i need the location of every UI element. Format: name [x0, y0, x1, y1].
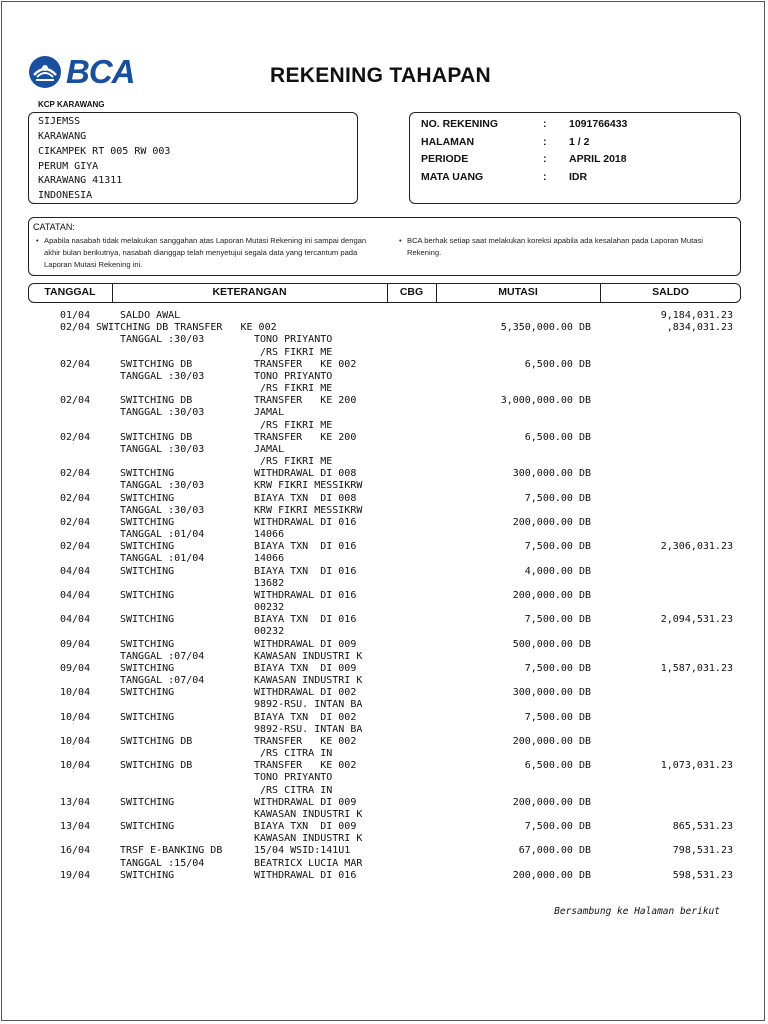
transaction-detail: WITHDRAWAL DI 009 [254, 638, 357, 650]
transaction-amount: 3,000,000.00 DB [500, 395, 591, 407]
customer-address-line: KARAWANG [38, 131, 87, 142]
transaction-date: 19/04 [60, 869, 91, 881]
transaction-date: 16/04 [60, 845, 91, 857]
customer-name: SIJEMSS [38, 116, 81, 127]
customer-address-line: INDONESIA [38, 190, 93, 201]
transaction-amount: 200,000.00 DB [512, 516, 591, 528]
transaction-description: SWITCHING DB [120, 760, 193, 772]
transaction-balance: 865,531.23 [672, 821, 733, 833]
transaction-balance: 2,306,031.23 [660, 541, 733, 553]
transaction-balance: 1,073,031.23 [660, 760, 733, 772]
account-label: PERIODE [421, 153, 469, 165]
transaction-description: SWITCHING [120, 492, 175, 504]
transaction-description: SWITCHING [120, 565, 175, 577]
transaction-amount: 200,000.00 DB [512, 589, 591, 601]
transaction-date: 02/04 [60, 541, 91, 553]
transaction-description: SWITCHING [120, 662, 175, 674]
transaction-date: 01/04 [60, 310, 91, 321]
transaction-description: TANGGAL :30/03 [120, 504, 205, 516]
account-label: MATA UANG [421, 171, 484, 183]
transaction-description: SWITCHING [120, 541, 175, 553]
transaction-detail: WITHDRAWAL DI 016 [254, 589, 357, 601]
transaction-date: 02/04 [60, 358, 91, 370]
transaction-amount: 67,000.00 DB [518, 845, 591, 857]
transaction-date: 13/04 [60, 796, 91, 808]
transaction-amount: 6,500.00 DB [524, 431, 591, 443]
transaction-detail: 9892-RSU. INTAN BA [254, 723, 363, 735]
transaction-amount: 300,000.00 DB [512, 687, 591, 699]
column-header-tanggal: TANGGAL [44, 286, 96, 298]
transaction-date: 10/04 [60, 711, 91, 723]
transaction-description: TANGGAL :30/03 [120, 370, 205, 382]
transaction-detail: JAMAL [254, 443, 285, 455]
transaction-date: 10/04 [60, 687, 91, 699]
transaction-detail: KAWASAN INDUSTRI K [254, 833, 363, 845]
transaction-detail: TRANSFER KE 002 [254, 760, 357, 772]
transaction-date: 04/04 [60, 565, 91, 577]
transaction-detail: 9892-RSU. INTAN BA [254, 699, 363, 711]
transaction-amount: 500,000.00 DB [512, 638, 591, 650]
transaction-detail: 14066 [254, 529, 285, 541]
transaction-amount: 200,000.00 DB [512, 735, 591, 747]
transaction-description: SWITCHING DB TRANSFER KE 002 [96, 322, 277, 334]
transaction-balance: 598,531.23 [672, 869, 733, 881]
transaction-amount: 6,500.00 DB [524, 760, 591, 772]
transaction-description: SWITCHING [120, 687, 175, 699]
transaction-description: TANGGAL :07/04 [120, 675, 205, 687]
transaction-description: TANGGAL :30/03 [120, 334, 205, 346]
transaction-description: TANGGAL :07/04 [120, 650, 205, 662]
transaction-detail: BEATRICX LUCIA MAR [254, 857, 363, 869]
transaction-detail: BIAYA TXN DI 016 [254, 541, 357, 553]
account-value: 1 / 2 [569, 136, 590, 148]
transaction-balance: 1,587,031.23 [660, 662, 733, 674]
transaction-amount: 7,500.00 DB [524, 821, 591, 833]
bullet-icon: • [399, 236, 402, 245]
transaction-detail: BIAYA TXN DI 008 [254, 492, 357, 504]
transaction-detail: TRANSFER KE 200 [254, 431, 357, 443]
column-header-saldo: SALDO [652, 286, 689, 298]
transaction-description: SWITCHING [120, 516, 175, 528]
transaction-amount: 300,000.00 DB [512, 468, 591, 480]
column-header-cbg: CBG [399, 286, 424, 298]
transaction-detail: KAWASAN INDUSTRI K [254, 650, 363, 662]
transaction-detail: KAWASAN INDUSTRI K [254, 675, 363, 687]
transaction-description: SALDO AWAL [120, 310, 181, 321]
transaction-detail: 15/04 WSID:141U1 [254, 845, 351, 857]
brand-name: BCA [66, 53, 135, 90]
transaction-detail: TONO PRIYANTO [254, 334, 333, 346]
transaction-amount: 7,500.00 DB [524, 614, 591, 626]
transaction-detail: WITHDRAWAL DI 009 [254, 796, 357, 808]
column-header-keterangan: KETERANGAN [212, 286, 287, 298]
transaction-date: 04/04 [60, 589, 91, 601]
transaction-balance: 798,531.23 [672, 845, 733, 857]
transaction-balance: 2,094,531.23 [660, 614, 733, 626]
transaction-detail: 13682 [254, 577, 285, 589]
transaction-description: TANGGAL :30/03 [120, 407, 205, 419]
transaction-date: 02/04 [60, 492, 91, 504]
bullet-icon: • [36, 236, 39, 245]
transaction-date: 02/04 [60, 516, 91, 528]
transaction-detail: TRANSFER KE 002 [254, 358, 357, 370]
transaction-date: 09/04 [60, 662, 91, 674]
transaction-detail: TRANSFER KE 002 [254, 735, 357, 747]
transaction-balance: ,834,031.23 [666, 322, 733, 334]
transaction-description: TANGGAL :01/04 [120, 553, 205, 565]
page-title: REKENING TAHAPAN [270, 64, 492, 87]
transaction-amount: 7,500.00 DB [524, 492, 591, 504]
continued-note: Bersambung ke Halaman berikut [554, 906, 720, 917]
transaction-detail: TONO PRIYANTO [254, 772, 333, 784]
transaction-detail: KRW FIKRI MESSIKRW [254, 480, 363, 492]
transaction-description: SWITCHING DB [120, 735, 193, 747]
transaction-detail: /RS FIKRI ME [254, 346, 333, 358]
transaction-detail: JAMAL [254, 407, 285, 419]
transaction-detail: /RS CITRA IN [254, 784, 333, 796]
colon: : [543, 153, 547, 165]
transaction-date: 10/04 [60, 735, 91, 747]
transaction-date: 02/04 [60, 322, 91, 334]
colon: : [543, 171, 547, 183]
account-label: NO. REKENING [421, 118, 499, 130]
transaction-amount: 6,500.00 DB [524, 358, 591, 370]
account-value: 1091766433 [569, 118, 628, 130]
transaction-description: SWITCHING [120, 869, 175, 881]
transaction-description: SWITCHING [120, 821, 175, 833]
transaction-detail: /RS CITRA IN [254, 748, 333, 760]
transaction-detail: /RS FIKRI ME [254, 419, 333, 431]
transaction-detail: BIAYA TXN DI 016 [254, 565, 357, 577]
customer-address-line: KARAWANG 41311 [38, 175, 123, 186]
note-item [399, 235, 737, 259]
transaction-date: 02/04 [60, 395, 91, 407]
transaction-amount: 7,500.00 DB [524, 711, 591, 723]
transaction-description: SWITCHING DB [120, 358, 193, 370]
transaction-description: SWITCHING DB [120, 431, 193, 443]
transaction-detail: 00232 [254, 626, 285, 638]
transaction-description: SWITCHING [120, 468, 175, 480]
transaction-description: SWITCHING [120, 638, 175, 650]
transaction-detail: BIAYA TXN DI 009 [254, 821, 357, 833]
bca-emblem-icon [28, 55, 62, 89]
transaction-detail: TRANSFER KE 200 [254, 395, 357, 407]
customer-address-line: PERUM GIYA [38, 161, 99, 172]
transaction-detail: WITHDRAWAL DI 008 [254, 468, 357, 480]
transaction-date: 02/04 [60, 431, 91, 443]
transaction-description: SWITCHING [120, 589, 175, 601]
transaction-detail: KRW FIKRI MESSIKRW [254, 504, 363, 516]
transaction-date: 13/04 [60, 821, 91, 833]
customer-address-line: CIKAMPEK RT 005 RW 003 [38, 146, 171, 157]
notes-title: CATATAN: [33, 222, 75, 232]
transaction-detail: WITHDRAWAL DI 016 [254, 516, 357, 528]
transaction-description: TANGGAL :15/04 [120, 857, 205, 869]
transaction-date: 02/04 [60, 468, 91, 480]
transaction-amount: 200,000.00 DB [512, 796, 591, 808]
colon: : [543, 136, 547, 148]
transaction-date: 10/04 [60, 760, 91, 772]
transaction-detail: BIAYA TXN DI 009 [254, 662, 357, 674]
transaction-detail: WITHDRAWAL DI 016 [254, 869, 357, 881]
transaction-detail: KAWASAN INDUSTRI K [254, 808, 363, 820]
note-text: BCA berhak setiap saat melakukan koreksi apabila ada kesalahan pada Laporan Mutasi Rekening. [407, 236, 703, 257]
transaction-detail: BIAYA TXN DI 016 [254, 614, 357, 626]
transaction-description: SWITCHING DB [120, 395, 193, 407]
transaction-balance: 9,184,031.23 [660, 310, 733, 321]
transaction-amount: 5,350,000.00 DB [500, 322, 591, 334]
transaction-amount: 7,500.00 DB [524, 662, 591, 674]
transaction-description: TANGGAL :30/03 [120, 443, 205, 455]
note-text: Apabila nasabah tidak melakukan sanggahan atas Laporan Mutasi Rekening ini sampai dengan akhir bulan berikutnya, nasabah dianggap telah menyetujui segala data yang tercantum pada Laporan Mutasi Rekening ini. [44, 236, 367, 269]
transaction-description: SWITCHING [120, 614, 175, 626]
account-value: APRIL 2018 [569, 153, 627, 165]
transaction-date: 09/04 [60, 638, 91, 650]
transaction-amount: 7,500.00 DB [524, 541, 591, 553]
transaction-description: TANGGAL :01/04 [120, 529, 205, 541]
bca-logo [28, 55, 135, 89]
transaction-amount: 4,000.00 DB [524, 565, 591, 577]
transaction-date: 04/04 [60, 614, 91, 626]
transaction-detail: BIAYA TXN DI 002 [254, 711, 357, 723]
column-header-mutasi: MUTASI [498, 286, 538, 298]
transaction-description: SWITCHING [120, 796, 175, 808]
transaction-detail: TONO PRIYANTO [254, 370, 333, 382]
transaction-description: TANGGAL :30/03 [120, 480, 205, 492]
transaction-amount: 200,000.00 DB [512, 869, 591, 881]
transaction-detail: 00232 [254, 602, 285, 614]
branch-name: KCP KARAWANG [38, 100, 105, 109]
transaction-detail: /RS FIKRI ME [254, 456, 333, 468]
account-label: HALAMAN [421, 136, 475, 148]
account-value: IDR [569, 171, 588, 183]
colon: : [543, 118, 547, 130]
note-item [36, 235, 376, 271]
transaction-detail: 14066 [254, 553, 285, 565]
transaction-description: TRSF E-BANKING DB [120, 845, 223, 857]
transaction-detail: WITHDRAWAL DI 002 [254, 687, 357, 699]
transaction-detail: /RS FIKRI ME [254, 383, 333, 395]
transaction-description: SWITCHING [120, 711, 175, 723]
